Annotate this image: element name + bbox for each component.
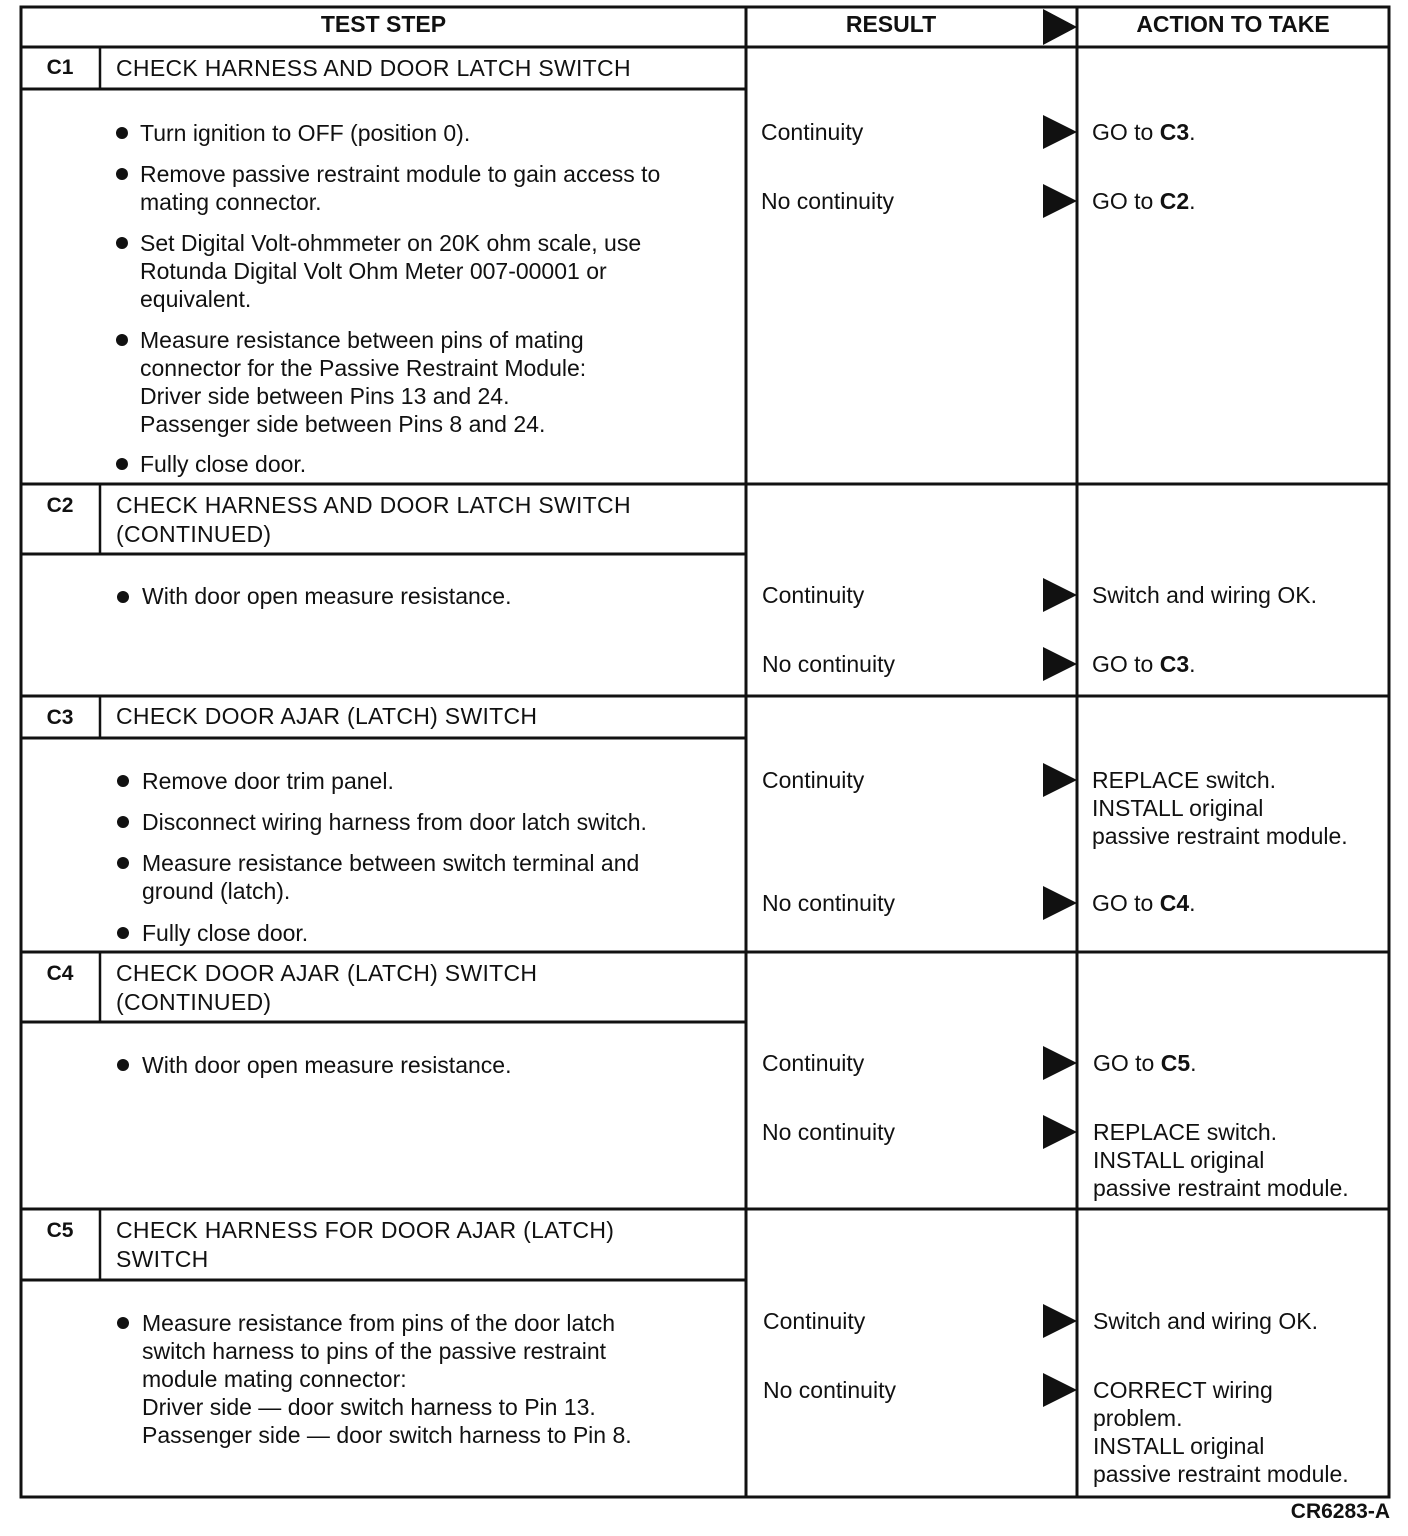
bullet-icon: [117, 816, 129, 828]
step-code: C1: [46, 56, 74, 79]
step-instruction: With door open measure resistance.: [142, 583, 512, 609]
bullet-icon: [117, 1317, 129, 1329]
bullet-icon: [117, 775, 129, 787]
step-instruction: Turn ignition to OFF (position 0).: [140, 120, 471, 146]
arrow-icon: [1043, 1046, 1077, 1080]
action-text: CORRECT wiring problem. INSTALL original passive restraint module.: [1093, 1377, 1349, 1487]
result-text: No continuity: [762, 651, 895, 677]
arrow-icon: [1043, 1304, 1077, 1338]
result-text: Continuity: [762, 582, 865, 608]
step-instruction: Fully close door.: [142, 920, 309, 946]
action-text: Switch and wiring OK.: [1092, 582, 1317, 608]
result-text: No continuity: [762, 1119, 895, 1145]
arrow-icon: [1043, 1115, 1077, 1149]
bullet-icon: [117, 927, 129, 939]
header-test-step: TEST STEP: [320, 11, 447, 37]
step-title: CHECK HARNESS AND DOOR LATCH SWITCH: [116, 55, 631, 81]
action-text: GO to C4.: [1092, 890, 1196, 916]
step-title: CHECK HARNESS AND DOOR LATCH SWITCH (CONTINUED): [116, 492, 631, 547]
bullet-icon: [117, 857, 129, 869]
step-instruction: Disconnect wiring harness from door latch switch.: [142, 809, 647, 835]
arrow-icon-header: [1043, 9, 1077, 45]
action-text: GO to C5.: [1093, 1050, 1197, 1076]
action-text: GO to C2.: [1092, 188, 1196, 214]
arrow-icon: [1043, 886, 1077, 920]
step-code: C3: [46, 706, 74, 729]
arrow-icon: [1043, 763, 1077, 797]
arrow-icons: [1043, 9, 1077, 1407]
action-text: REPLACE switch. INSTALL original passive restraint module.: [1093, 1119, 1349, 1201]
step-code: C4: [46, 962, 74, 985]
step-title: CHECK DOOR AJAR (LATCH) SWITCH: [116, 703, 538, 729]
bullet-icon: [116, 237, 128, 249]
step-code: C5: [46, 1219, 74, 1242]
bullet-icon: [116, 334, 128, 346]
step-title: CHECK DOOR AJAR (LATCH) SWITCH (CONTINUED): [116, 960, 538, 1015]
bullet-icon: [116, 168, 128, 180]
result-text: No continuity: [762, 890, 895, 916]
arrow-icon: [1043, 578, 1077, 612]
arrow-icon: [1043, 115, 1077, 149]
arrow-icon: [1043, 647, 1077, 681]
figure-code: CR6283-A: [1290, 1500, 1390, 1523]
step-instruction: Fully close door.: [140, 451, 307, 477]
bullet-icon: [116, 458, 128, 470]
header-action: ACTION TO TAKE: [1136, 11, 1330, 37]
bullet-icon: [117, 591, 129, 603]
bullet-icon: [117, 1059, 129, 1071]
step-instruction: Measure resistance from pins of the door latch switch harness to pins of the passive restraint module mating connector: Driver side — door switch harness to Pin 13. Passenger side — door switch harness to Pin 8.: [142, 1310, 632, 1448]
step-instruction: With door open measure resistance.: [142, 1052, 512, 1078]
action-text: REPLACE switch. INSTALL original passive restraint module.: [1092, 767, 1348, 849]
step-instruction: Measure resistance between switch terminal and ground (latch).: [142, 850, 640, 904]
step-instruction: Remove door trim panel.: [142, 768, 394, 794]
action-text: GO to C3.: [1092, 651, 1196, 677]
result-text: No continuity: [761, 188, 894, 214]
bullet-icon: [116, 127, 128, 139]
step-instruction: Remove passive restraint module to gain access to mating connector.: [140, 161, 661, 215]
action-text: Switch and wiring OK.: [1093, 1308, 1318, 1334]
action-text: GO to C3.: [1092, 119, 1196, 145]
step-instruction: Measure resistance between pins of mating connector for the Passive Restraint Module: Driver side between Pins 13 and 24. Passenger side between Pins 8 and 24.: [140, 327, 587, 437]
result-text: Continuity: [761, 119, 864, 145]
result-text: No continuity: [763, 1377, 896, 1403]
step-title: CHECK HARNESS FOR DOOR AJAR (LATCH) SWITCH: [116, 1217, 615, 1272]
header-result: RESULT: [845, 11, 937, 37]
step-code: C2: [46, 494, 74, 517]
result-text: Continuity: [762, 1050, 865, 1076]
result-text: Continuity: [762, 767, 865, 793]
arrow-icon: [1043, 1373, 1077, 1407]
step-instruction: Set Digital Volt-ohmmeter on 20K ohm scale, use Rotunda Digital Volt Ohm Meter 007-00001 or equivalent.: [140, 230, 642, 312]
result-text: Continuity: [763, 1308, 866, 1334]
arrow-icon: [1043, 184, 1077, 218]
